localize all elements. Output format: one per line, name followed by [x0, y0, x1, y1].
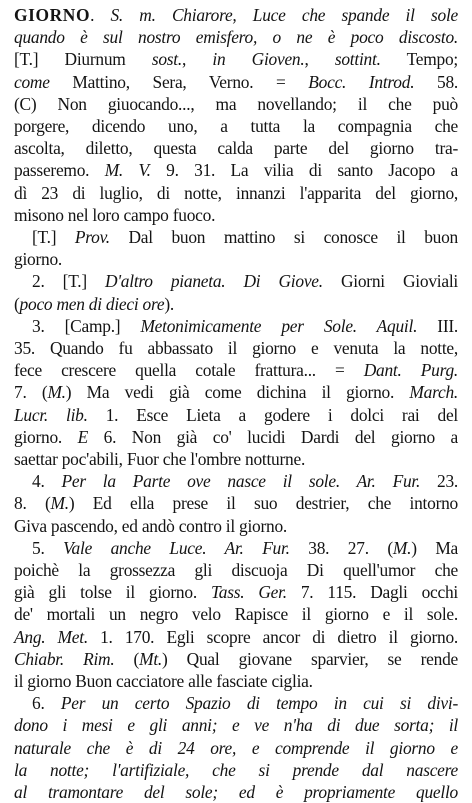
italic-text: Per la Parte ove nasce il sole. Ar. Fur.: [61, 471, 421, 492]
text-run: 23.: [420, 471, 459, 492]
italic-text: Tass. Ger.: [210, 582, 287, 603]
text-line: [14, 603, 458, 625]
italic-text: Bocc. Introd.: [308, 71, 415, 92]
text-run: 38. 27. (: [289, 537, 393, 558]
text-line: [32, 315, 458, 337]
text-line: [14, 404, 458, 426]
text-run: Tempo;: [380, 49, 458, 70]
text-run: Dal buon mattino si conosce il buon: [109, 227, 459, 247]
italic-text: dono i mesi e gli anni; e ve n'ha di due sorta; il: [14, 715, 458, 736]
text-run: giorno.: [14, 426, 78, 447]
italic-text: S. m. Chiarore, Luce che spande il sole: [110, 5, 458, 25]
text-line: [14, 515, 458, 537]
italic-text: M.: [50, 493, 69, 514]
italic-text: Metonimicamente per Sole. Aquil.: [140, 315, 418, 336]
italic-text: March.: [409, 382, 458, 403]
italic-text: Ang. Met.: [14, 626, 88, 647]
text-run: ) Qual giovane sparvier, se rende: [162, 648, 458, 669]
text-run: 6. Non già co' lucidi Dardi del giorno a: [88, 426, 459, 447]
text-run: ,: [304, 49, 335, 70]
italic-text: poco men di dieci ore: [19, 293, 165, 314]
text-run: 4.: [32, 471, 62, 492]
text-line: [32, 226, 458, 248]
text-run: 6.: [32, 693, 61, 714]
text-run: poichè la grossezza gli discuoja Di quell'umor che: [14, 560, 458, 580]
text-line: [14, 137, 458, 159]
text-line: [14, 26, 458, 48]
text-run: Mattino, Sera, Verno. =: [49, 71, 309, 92]
text-run: 7. (: [14, 382, 48, 403]
text-run: giorno.: [14, 249, 63, 270]
text-line: [14, 182, 458, 204]
text-line: [14, 293, 458, 315]
text-line: [14, 759, 458, 781]
italic-text: Dant. Purg.: [363, 360, 458, 381]
text-line: [32, 470, 458, 492]
italic-text: D'altro pianeta. Di Giove.: [105, 271, 323, 292]
text-run: il giorno Buon cacciatore alle fasciate ciglia.: [14, 671, 313, 691]
text-run: ) Ed ella prese il suo destrier, che intorno: [68, 493, 459, 514]
text-run: (: [114, 648, 140, 669]
text-run: 2. [T.]: [32, 271, 106, 292]
text-line: [14, 4, 458, 26]
text-run: (C) Non giuocando..., ma novellando; il che può: [14, 93, 458, 114]
text-line: [14, 448, 458, 470]
text-line: [14, 159, 458, 181]
italic-text: al tramontare del sole; ed è propriamente quello: [14, 782, 458, 802]
italic-text: Per un certo Spazio di tempo in cui si divi-: [60, 693, 458, 714]
text-line: [14, 781, 458, 803]
italic-text: come: [14, 71, 50, 92]
text-line: [14, 670, 458, 692]
text-run: fece crescere quella cotale frattura... =: [14, 360, 364, 381]
text-line: [14, 337, 458, 359]
italic-text: naturale che è di 24 ore, e comprende il giorno e: [14, 737, 458, 758]
text-line: [14, 737, 458, 759]
text-line: [14, 248, 458, 270]
text-line: [32, 537, 458, 559]
italic-text: E: [77, 426, 89, 447]
text-run: 5.: [32, 537, 64, 558]
text-line: [14, 648, 458, 670]
italic-text: la notte; l'artifiziale, che si prende dal nascere: [14, 759, 458, 780]
text-run: 1. 170. Egli scopre ancor di dietro il giorno.: [87, 626, 459, 647]
italic-text: quando è sul nostro emisfero, o ne è poco discosto.: [14, 27, 458, 48]
italic-text: M.: [392, 537, 412, 558]
text-run: ,: [182, 49, 213, 70]
text-line: [14, 714, 458, 736]
italic-text: Mt.: [139, 648, 163, 669]
text-run: III.: [417, 315, 459, 336]
text-run: passeremo.: [14, 160, 105, 181]
text-run: (: [14, 293, 20, 314]
text-run: 7. 115. Dagli occhi: [286, 582, 459, 603]
text-run: [T.]: [32, 227, 75, 247]
text-run: Giva pascendo, ed andò contro il giorno.: [14, 515, 288, 536]
text-run: [T.] Diurnum: [14, 49, 152, 70]
text-line: [14, 48, 458, 70]
text-line: [14, 559, 458, 581]
text-line: [32, 270, 458, 292]
italic-text: M. V.: [104, 160, 151, 181]
italic-text: in Gioven.: [212, 49, 305, 70]
text-run: 8. (: [14, 493, 51, 514]
text-line: [14, 492, 458, 514]
text-line: [14, 115, 458, 137]
italic-text: M.: [47, 382, 66, 403]
text-run: ) Ma vedi già come dichina il giorno.: [65, 382, 410, 403]
italic-text: Lucr. lib.: [14, 404, 88, 425]
text-run: ) Ma: [411, 537, 459, 558]
italic-text: sottint.: [334, 49, 381, 70]
text-line: [14, 204, 458, 226]
text-run: 35. Quando fu abbassato il giorno e venuta la notte,: [14, 338, 458, 358]
text-line: [14, 381, 458, 403]
text-run: 58.: [414, 71, 458, 92]
text-line: [14, 359, 458, 381]
text-run: Giorni Gioviali: [322, 271, 458, 292]
text-line: [14, 426, 458, 448]
text-run: porgere, dicendo uno, a tutta la compagnia che: [14, 116, 458, 136]
text-run: ).: [164, 293, 174, 314]
text-run: .: [90, 5, 111, 25]
italic-text: Prov.: [74, 227, 110, 247]
text-run: 9. 31. La vilia di santo Jacopo a: [150, 160, 458, 181]
italic-text: Chiabr. Rim.: [14, 648, 115, 669]
text-run: già gli tolse il giorno.: [14, 582, 211, 603]
text-run: 1. Esce Lieta a godere i dolci rai del: [87, 404, 459, 425]
text-line: [14, 581, 458, 603]
text-line: [14, 626, 458, 648]
text-run: de' mortali un negro velo Rapisce il giorno e il sole.: [14, 604, 458, 625]
text-run: misono nel loro campo fuoco.: [14, 204, 216, 225]
headword: GIORNO: [14, 5, 91, 25]
italic-text: Vale anche Luce. Ar. Fur.: [63, 537, 290, 558]
text-line: [14, 93, 458, 115]
text-line: [14, 71, 458, 93]
text-line: [32, 692, 458, 714]
text-run: ascolta, diletto, questa calda parte del giorno tra-: [14, 138, 458, 159]
italic-text: sost.: [151, 49, 182, 70]
text-run: saettar poc'abili, Fuor che l'ombre notturne.: [14, 449, 306, 469]
text-run: 3. [Camp.]: [32, 315, 141, 336]
text-run: dì 23 di luglio, di notte, innanzi l'apparita del giorno,: [14, 182, 458, 203]
